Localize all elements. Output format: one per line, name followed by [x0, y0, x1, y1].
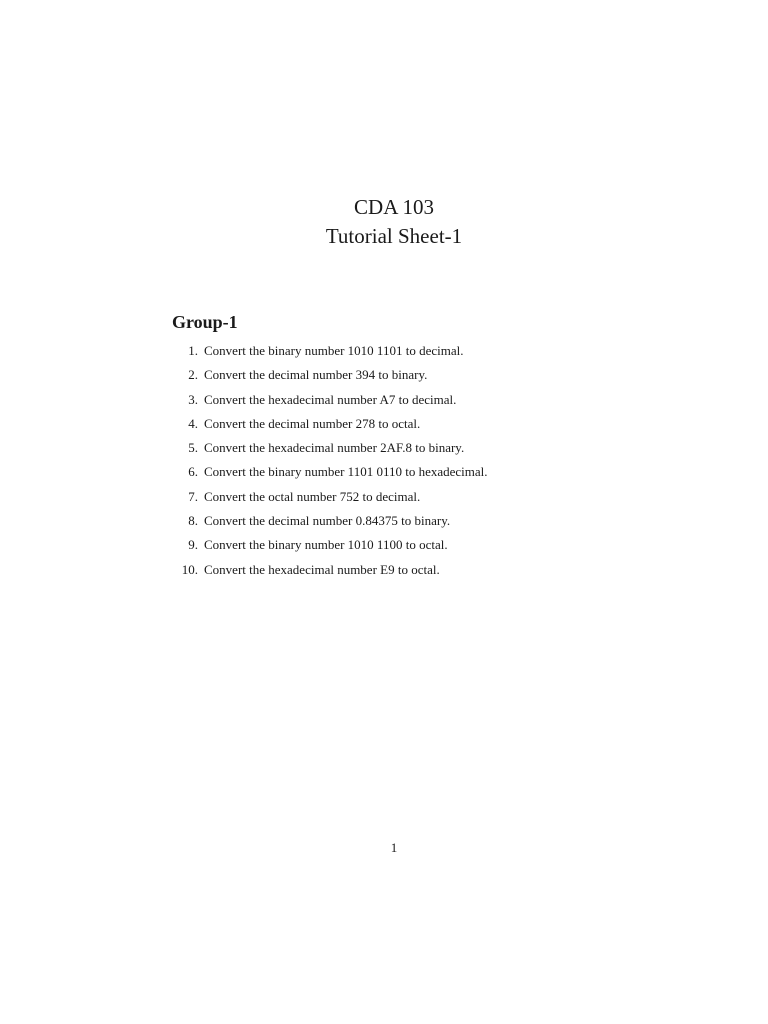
question-text: Convert the decimal number 0.84375 to binary. — [204, 513, 451, 529]
question-text: Convert the hexadecimal number A7 to decimal. — [204, 391, 457, 407]
question-number: 7. — [188, 488, 198, 504]
section-heading: Group-1 — [172, 312, 238, 332]
question-item — [172, 485, 488, 509]
question-text: Convert the decimal number 394 to binary. — [204, 367, 428, 383]
question-number: 4. — [188, 415, 198, 431]
question-number: 5. — [188, 440, 198, 456]
question-list — [172, 339, 488, 582]
question-number: 3. — [188, 391, 198, 407]
page-number: 1 — [390, 840, 398, 855]
question-item — [172, 339, 488, 363]
question-number: 9. — [188, 537, 198, 553]
sheet-title: Tutorial Sheet-1 — [325, 224, 463, 248]
question-number: 1. — [188, 343, 198, 358]
question-item — [172, 533, 488, 557]
question-text: Convert the binary number 1010 1100 to octal. — [204, 537, 448, 553]
question-text: Convert the decimal number 278 to octal. — [204, 415, 421, 431]
question-text: Convert the binary number 1010 1101 to decimal. — [204, 343, 464, 358]
question-text: Convert the hexadecimal number E9 to octal. — [204, 561, 440, 577]
question-number: 10. — [181, 561, 198, 577]
question-item — [172, 412, 488, 436]
question-item — [172, 558, 488, 582]
question-item — [172, 388, 488, 412]
question-number: 8. — [188, 513, 198, 529]
course-code: CDA 103 — [354, 195, 434, 219]
question-number: 6. — [188, 464, 198, 480]
question-number: 2. — [188, 367, 198, 383]
question-item — [172, 509, 488, 533]
question-item — [172, 436, 488, 460]
document-title-block — [0, 193, 768, 251]
question-text: Convert the hexadecimal number 2AF.8 to binary. — [204, 440, 465, 456]
question-text: Convert the binary number 1101 0110 to hexadecimal. — [204, 464, 488, 480]
question-item — [172, 460, 488, 484]
question-item — [172, 363, 488, 387]
question-text: Convert the octal number 752 to decimal. — [204, 488, 421, 504]
